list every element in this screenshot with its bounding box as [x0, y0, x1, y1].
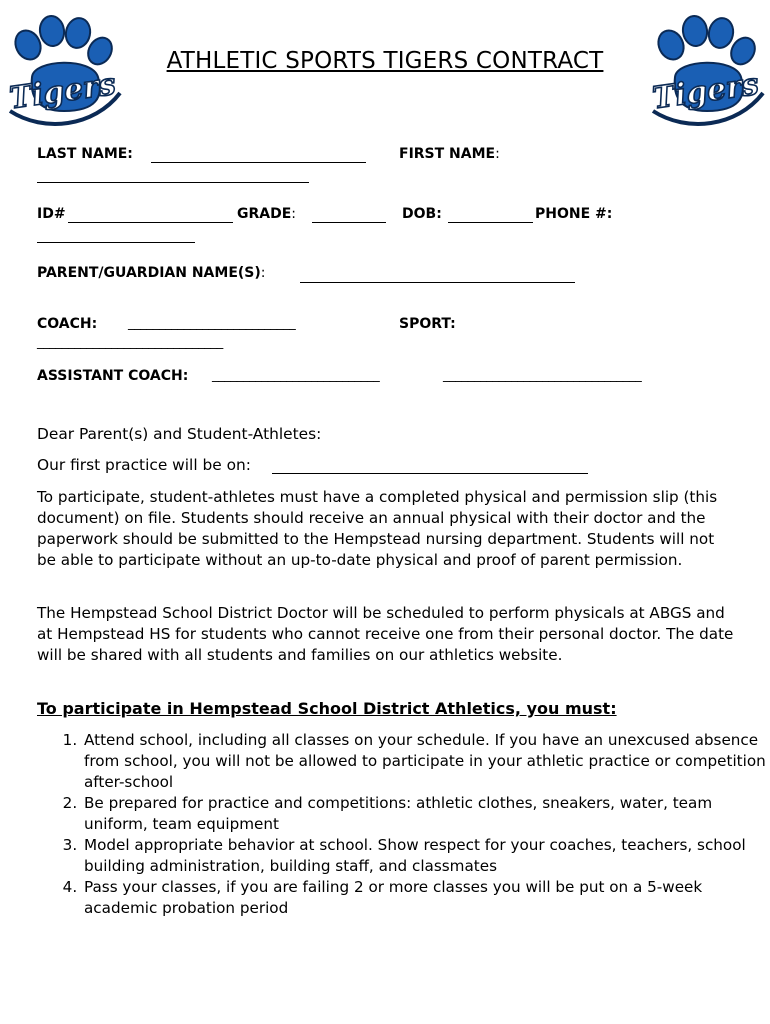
logo-text: Tigers [7, 66, 118, 117]
id-label: ID# [37, 206, 66, 222]
first-name-field[interactable] [37, 182, 309, 183]
last-name-label: LAST NAME: [37, 146, 133, 162]
coach-label: COACH: [37, 316, 98, 332]
parent-field[interactable] [300, 282, 575, 283]
paragraph-district-doctor: The Hempstead School District Doctor will be scheduled to perform physicals at ABGS and at Hempstead HS for students who cannot receive one from their personal doctor. The date will be shared with all students and families on our athletics website. [37, 604, 734, 664]
list-item: 1. Attend school, including all classes on your schedule. If you have an unexcused absence from school, you will not be allowed to participate in your athletic practice or competition after-school [82, 730, 770, 793]
grade-row [237, 206, 296, 222]
first-name-row [399, 146, 500, 162]
page-title: ATHLETIC SPORTS TIGERS CONTRACT [166, 48, 604, 74]
grade-colon: : [291, 206, 297, 222]
dob-field[interactable] [448, 222, 533, 223]
first-name-label: FIRST NAME [399, 146, 496, 162]
grade-field[interactable] [312, 222, 386, 223]
coach-field[interactable]: ___________________________ [128, 316, 296, 331]
paragraph-physical: To participate, student-athletes must have a completed physical and permission slip (this document) on file. Students should receive an annual physical with their doctor and the paperwork should be submitted to the Hempstead nursing department. Students will not be able to participate without an up-to-date physical and proof of parent permission. [37, 488, 718, 569]
parent-label: PARENT/GUARDIAN NAME(S) [37, 265, 261, 281]
list-item: 4. Pass your classes, if you are failing 2 or more classes you will be put on a 5-week academic probation period [82, 877, 770, 919]
grade-label: GRADE [237, 206, 292, 222]
parent-row [37, 265, 265, 281]
id-field[interactable] [68, 222, 233, 223]
sport-label: SPORT: [399, 316, 456, 332]
requirements-heading: To participate in Hempstead School District Athletics, you must: [37, 699, 617, 718]
list-item: 2. Be prepared for practice and competitions: athletic clothes, sneakers, water, team uniform, team equipment [82, 793, 770, 835]
dob-label: DOB: [402, 206, 442, 222]
greeting: Dear Parent(s) and Student-Athletes: [37, 425, 322, 443]
first-practice-field[interactable] [272, 473, 588, 474]
tigers-logo-left [4, 15, 124, 133]
assistant-coach-field-2[interactable]: ________________________________ [443, 368, 642, 383]
phone-label: PHONE #: [535, 206, 613, 222]
assistant-coach-label: ASSISTANT COACH: [37, 368, 189, 384]
list-item: 3. Model appropriate behavior at school. Show respect for your coaches, teachers, school building administration, building staff, and classmates [82, 835, 770, 877]
first-practice-label: Our first practice will be on: [37, 456, 251, 474]
requirements-list [46, 730, 770, 919]
tigers-logo-right [647, 15, 767, 133]
last-name-row [37, 146, 133, 162]
parent-colon: : [260, 265, 266, 281]
last-name-field[interactable] [151, 162, 366, 163]
sport-field[interactable]: ______________________________ [37, 335, 224, 350]
assistant-coach-field-1[interactable]: ___________________________ [212, 368, 380, 383]
phone-field[interactable] [37, 242, 195, 243]
first-name-colon: : [495, 146, 500, 162]
logo-text: Tigers [650, 66, 761, 117]
